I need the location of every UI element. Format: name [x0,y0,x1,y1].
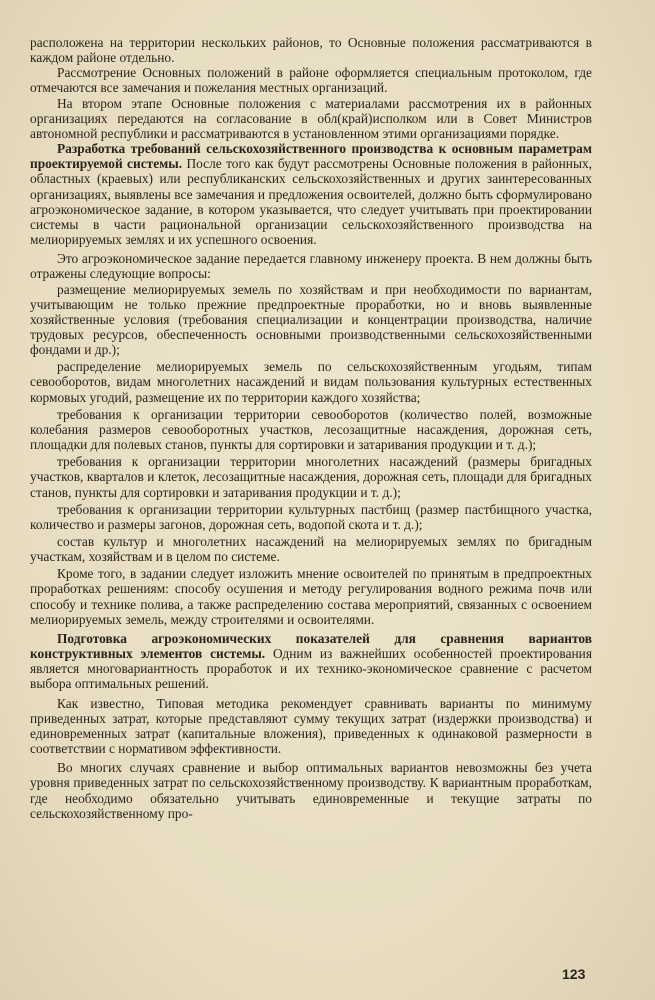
paragraph-4 [30,141,592,247]
list-item-6: состав культур и многолетних насаждений на мелиорируемых землях по бригадным участкам, хозяйствам и в целом по системе. [30,534,592,565]
list-item-3: требования к организации территории севооборотов (количество полей, возможные колебания размеров севооборотных участков, лесозащитные насаждения, дорожная сеть, площадки для полевых станов, пункты для сортировки и затаривания продукции и т. д.); [30,406,592,453]
paragraph-7-text: Одним из важнейших особенностей проектирования является многовариантность проработок и их технико-экономическое сравнение с расчетом выбора оптимальных решений. [30,646,592,692]
paragraph-5: Это агроэкономическое задание передается главному инженеру проекта. В нем должны быть отражены следующие вопросы: [30,251,592,282]
paragraph-6: Кроме того, в задании следует изложить мнение освоителей по принятым в предпроектных проработках решениям: способу осушения и методу регулирования водного режима почв или способу и технике полива, а также распределению состава мероприятий, связанных с освоением мелиорируемых земель, между строителями и освоителями. [30,566,592,627]
page-number: 123 [562,966,586,982]
paragraph-2: Рассмотрение Основных положений в районе оформляется специальным протоколом, где отмечаются все замечания и пожелания местных организаций. [30,65,592,96]
paragraph-1: расположена на территории нескольких районов, то Основные положения рассматриваются в каждом районе отдельно. [30,35,592,66]
paragraph-4-text: После того как будут рассмотрены Основные положения в районных, областных (краевых) или республиканских сельскохозяйственных и других заинтересованных организациях, выявлены все замечания и предложения освоителей, должно быть сформулировано агроэкономическое задание, в котором указывается, что следует учитывать при проектировании системы в части рациональной организации сельскохозяйственного производства на мелиорируемых землях и их успешного освоения. [30,156,592,248]
section-heading-requirements: Разработка требований сельскохозяйственного производства к основным параметрам проектируемой системы. [30,141,592,172]
list-item-1: размещение мелиорируемых земель по хозяйствам и при необходимости по вариантам, учитывающим не только прежние предпроектные проработки, но и вновь выявленные хозяйственные условия (требования специализации и концентрации производства, наличие трудовых ресурсов, обеспеченность основными производственными сельскохозяйственными фондами и др.); [30,281,592,358]
page-body-text [30,35,592,821]
list-item-4: требования к организации территории многолетних насаждений (размеры бригадных участков, кварталов и клеток, лесозащитные насаждения, дорожная сеть, площади для бригадных станов, пункты для сортировки и затаривания продукции и т. д.); [30,454,592,500]
list-item-2: распределение мелиорируемых земель по сельскохозяйственным угодьям, типам севооборотов, видам многолетних насаждений и видам пользования культурных естественных кормовых угодий, размещение их по территории каждого хозяйства; [30,359,592,405]
section-heading-indicators: Подготовка агроэкономических показателей для сравнения вариантов конструктивных элементов системы. [30,630,592,662]
paragraph-3: На втором этапе Основные положения с материалами рассмотрения их в районных организациях передаются на согласование в обл(край)исполком или в Совет Министров автономной республики и рассматриваются в установленном этими организациями порядке. [30,95,592,141]
paragraph-9: Во многих случаях сравнение и выбор оптимальных вариантов невозможны без учета уровня приведенных затрат по сельскохозяйственному производству. К вариантным проработкам, где необходимо обязательно учитывать единовременные и текущие затраты по сельскохозяйственному про- [30,760,592,821]
paragraph-7 [30,631,592,692]
list-item-5: требования к организации территории культурных пастбищ (размер пастбищного участка, количество и размеры загонов, дорожная сеть, водопой скота и т. д.); [30,501,592,532]
paragraph-8: Как известно, Типовая методика рекомендует сравнивать варианты по минимуму приведенных затрат, которые представляют сумму текущих затрат (издержки производства) и единовременных затрат (капитальные вложения), приведенных к одинаковой размерности в соответствии с нормативом эффективности. [30,695,592,757]
